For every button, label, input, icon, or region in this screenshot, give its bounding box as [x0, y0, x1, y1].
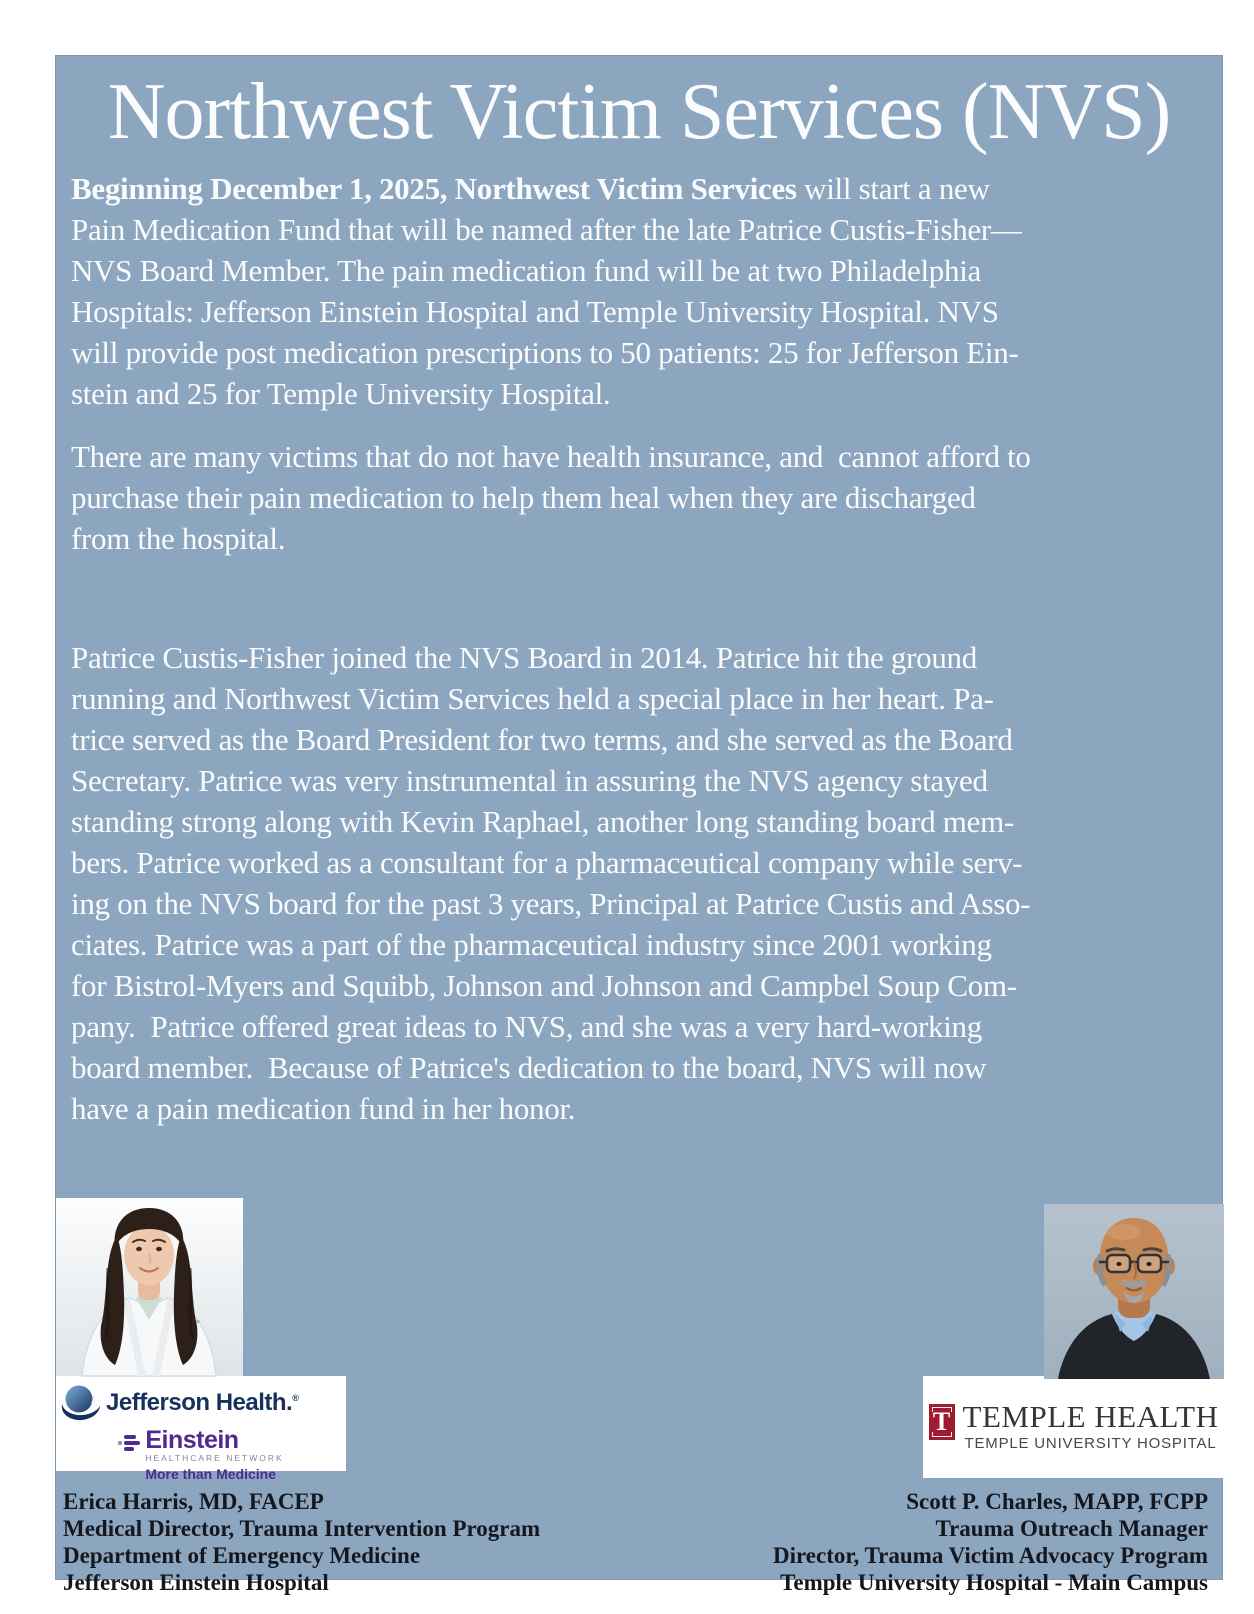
paragraph-line: pany. Patrice offered great ideas to NVS, and she was a very hard-working: [71, 1009, 982, 1044]
credits-right: [773, 1488, 1208, 1596]
paragraph-line: NVS Board Member. The pain medication fund will be at two Philadelphia: [71, 253, 981, 288]
paragraph-line: purchase their pain medication to help them heal when they are discharged: [71, 480, 976, 515]
jefferson-health-logo: [58, 1384, 346, 1422]
erica-harris-photo-illustration: [56, 1198, 243, 1376]
intro-paragraph: [56, 168, 1222, 414]
credits-left: [63, 1488, 540, 1596]
credit-line: Temple University Hospital - Main Campus: [780, 1570, 1208, 1595]
jefferson-health-wordmark: [106, 1389, 298, 1417]
credit-line: Director, Trauma Victim Advocacy Program: [772, 1543, 1208, 1568]
einstein-tagline: More than Medicine: [145, 1466, 277, 1482]
temple-health-logo: [923, 1399, 1224, 1452]
paragraph-line: have a pain medication fund in her honor.: [71, 1091, 576, 1126]
credit-line: Medical Director, Trauma Intervention Program: [63, 1516, 541, 1541]
scott-charles-photo: [1044, 1204, 1224, 1379]
paragraph-line: bers. Patrice worked as a consultant for a pharmaceutical company while serv-: [71, 845, 1023, 880]
paragraph-line: for Bistrol-Myers and Squibb, Johnson and Johnson and Campbel Soup Com-: [71, 968, 1017, 1003]
temple-t-icon: [929, 1404, 955, 1440]
tribute-paragraph: [56, 637, 1222, 1129]
temple-subtitle: TEMPLE UNIVERSITY HOSPITAL: [964, 1435, 1217, 1452]
intro-line1-rest: will start a new: [796, 171, 990, 206]
temple-t-letter: T: [932, 1407, 951, 1436]
paragraph-line: Secretary. Patrice was very instrumental in assuring the NVS agency stayed: [71, 763, 988, 798]
erica-harris-photo: [56, 1198, 243, 1376]
credit-line: Jefferson Einstein Hospital: [63, 1570, 329, 1595]
einstein-bars-icon: [118, 1433, 140, 1453]
paragraph-line: stein and 25 for Temple University Hospital.: [71, 376, 611, 411]
einstein-subtitle: HEALTHCARE NETWORK: [145, 1453, 284, 1463]
temple-text-block: [962, 1399, 1219, 1452]
paragraph-line: ciates. Patrice was a part of the pharmaceutical industry since 2001 working: [71, 927, 992, 962]
insurance-paragraph: [56, 436, 1222, 559]
credit-line: Scott P. Charles, MAPP, FCPP: [906, 1489, 1208, 1514]
paragraph-line: Patrice Custis-Fisher joined the NVS Board in 2014. Patrice hit the ground: [71, 640, 977, 675]
paragraph-line: running and Northwest Victim Services held a special place in her heart. Pa-: [71, 681, 994, 716]
paragraph-line: ing on the NVS board for the past 3 years, Principal at Patrice Custis and Asso-: [71, 886, 1031, 921]
paragraph-line: board member. Because of Patrice's dedication to the board, NVS will now: [71, 1050, 987, 1085]
einstein-wordmark: Einstein: [145, 1426, 239, 1454]
paragraph-line: standing strong along with Kevin Raphael, another long standing board mem-: [71, 804, 1014, 839]
credit-line: Department of Emergency Medicine: [63, 1543, 421, 1568]
flyer-panel: [55, 55, 1223, 1595]
einstein-logo: [56, 1428, 346, 1482]
credit-line: Erica Harris, MD, FACEP: [63, 1489, 324, 1514]
temple-health-logo-box: [923, 1376, 1224, 1478]
temple-health-wordmark: TEMPLE HEALTH: [962, 1399, 1219, 1434]
paragraph-line: from the hospital.: [71, 521, 286, 556]
jefferson-health-text: Jefferson Health.: [106, 1389, 293, 1416]
flyer-title: Northwest Victim Services (NVS): [107, 68, 1171, 156]
paragraph-line: trice served as the Board President for two terms, and she served as the Board: [71, 722, 1013, 757]
credit-line: Trauma Outreach Manager: [935, 1516, 1208, 1541]
paragraph-line: Pain Medication Fund that will be named after the late Patrice Custis-Fisher—: [71, 212, 1022, 247]
paragraph-line: There are many victims that do not have health insurance, and cannot afford to: [71, 439, 1031, 474]
einstein-text-block: [145, 1428, 283, 1482]
paragraph-line: Hospitals: Jefferson Einstein Hospital and Temple University Hospital. NVS: [71, 294, 999, 329]
jefferson-einstein-logo-box: [56, 1376, 346, 1482]
paragraph-line: [71, 168, 1222, 209]
intro-bold-lead: Beginning December 1, 2025, Northwest Victim Services: [71, 171, 797, 206]
registered-mark: ®: [292, 1393, 299, 1403]
paragraph-line: will provide post medication prescriptions to 50 patients: 25 for Jefferson Ein-: [71, 335, 1019, 370]
jefferson-head-icon: [58, 1384, 102, 1422]
scott-charles-photo-illustration: [1044, 1204, 1224, 1379]
